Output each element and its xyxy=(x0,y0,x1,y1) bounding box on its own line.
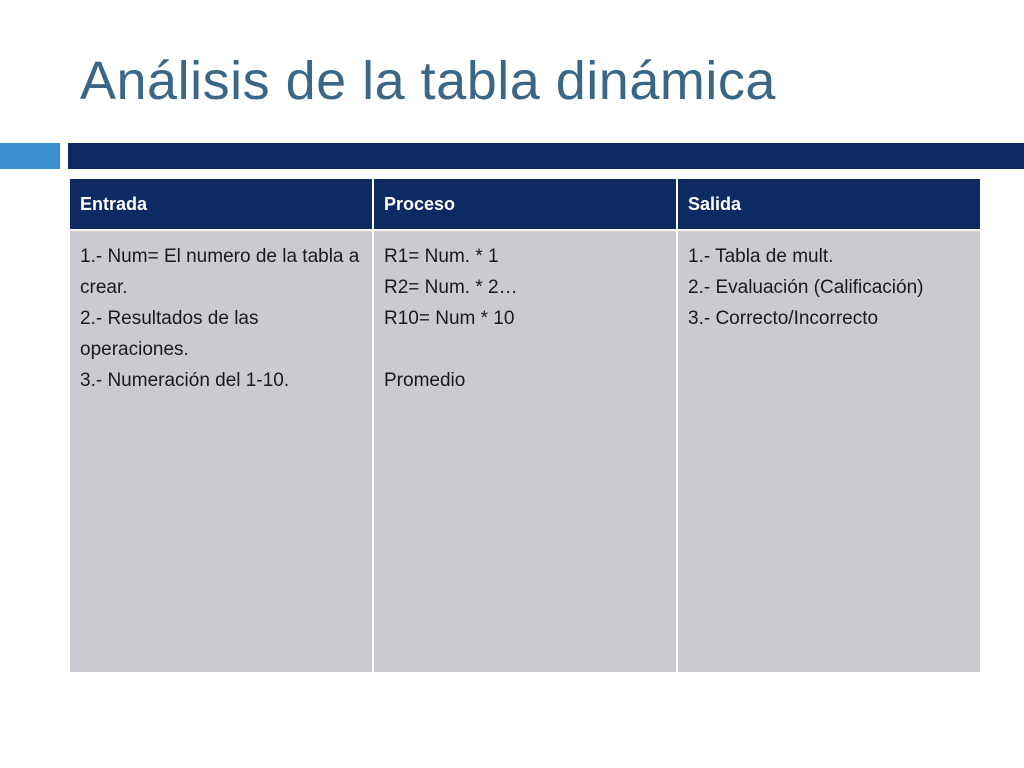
entrada-item-3: 3.- Numeración del 1-10. xyxy=(80,370,290,391)
entrada-item-1: 1.- Num= El numero de la tabla a crear. xyxy=(80,246,360,298)
cell-salida xyxy=(677,230,981,673)
salida-item-1: 1.- Tabla de mult. xyxy=(688,246,834,267)
table-row xyxy=(69,230,981,673)
slide-title: Análisis de la tabla dinámica xyxy=(80,51,776,111)
table-header-row xyxy=(69,178,981,230)
header-salida: Salida xyxy=(677,178,981,230)
proceso-item-2: R2= Num. * 2… xyxy=(384,277,518,298)
proceso-spacer xyxy=(384,334,666,365)
entrada-item-2: 2.- Resultados de las operaciones. xyxy=(80,308,259,360)
salida-item-2: 2.- Evaluación (Calificación) xyxy=(688,277,924,298)
analysis-table xyxy=(68,177,982,674)
salida-item-3: 3.- Correcto/Incorrecto xyxy=(688,308,879,329)
accent-bar xyxy=(68,143,1024,169)
accent-square xyxy=(0,143,60,169)
cell-proceso xyxy=(373,230,677,673)
proceso-item-3: R10= Num * 10 xyxy=(384,308,515,329)
header-entrada: Entrada xyxy=(69,178,373,230)
header-proceso: Proceso xyxy=(373,178,677,230)
proceso-item-4: Promedio xyxy=(384,370,466,391)
proceso-item-1: R1= Num. * 1 xyxy=(384,246,499,267)
cell-entrada xyxy=(69,230,373,673)
analysis-table-container xyxy=(68,177,982,674)
